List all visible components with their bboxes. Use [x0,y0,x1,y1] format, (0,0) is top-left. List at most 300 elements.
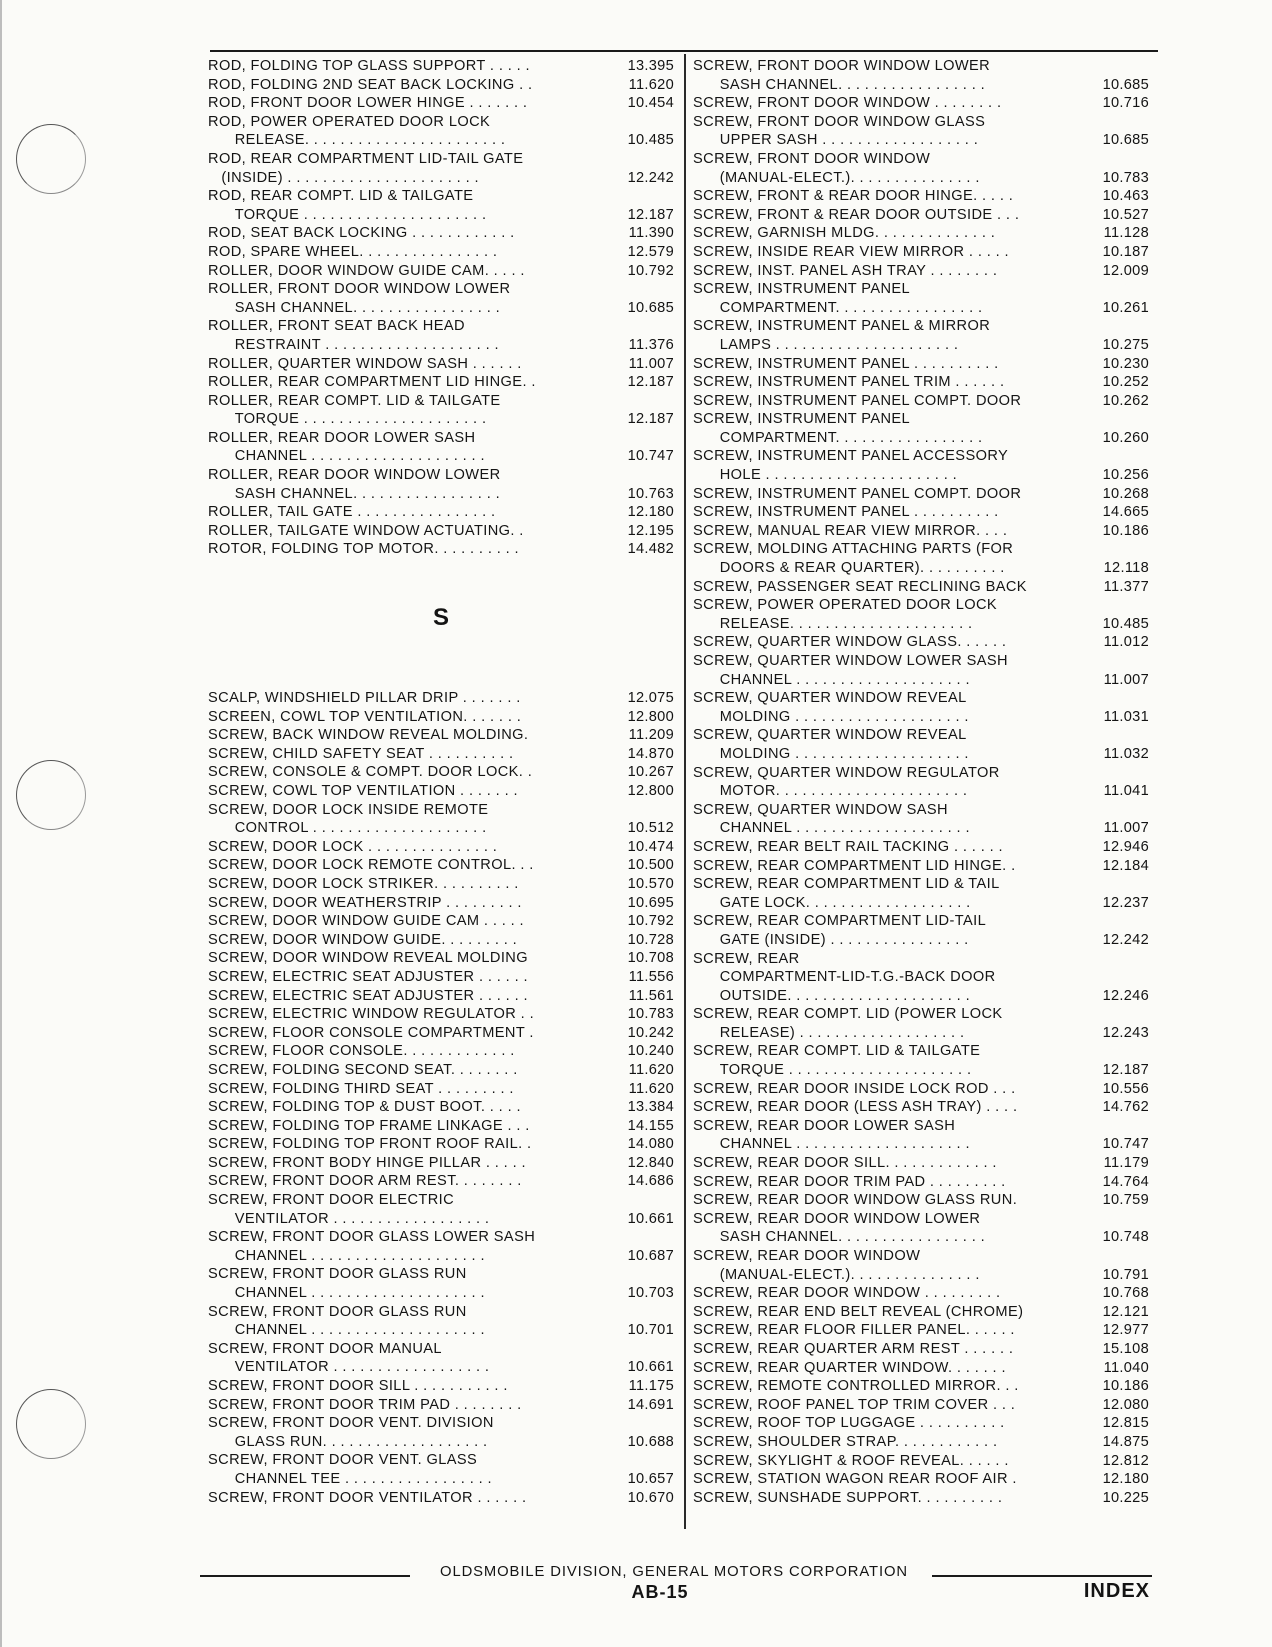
index-entry [208,94,674,113]
entry-text: SCREW, REAR FLOOR FILLER PANEL. . . . . . [693,1322,1015,1339]
entry-text: ROLLER, REAR DOOR WINDOW LOWER [208,467,501,484]
entry-text: SCREW, INSTRUMENT PANEL COMPT. DOOR [693,392,1022,409]
entry-text: SCREW, REAR DOOR WINDOW . . . . . . . . . [693,1285,1001,1302]
entry-text: SCREW, REAR COMPARTMENT LID-TAIL [693,913,987,930]
index-entry [208,57,674,76]
entry-text: ROD, POWER OPERATED DOOR LOCK [208,113,491,130]
entry-text: SCREW, QUARTER WINDOW LOWER SASH [693,653,1008,669]
index-entry [693,299,1149,318]
index-entry [693,355,1149,374]
entry-page-ref: 11.209 [628,727,674,744]
entry-text: LAMPS . . . . . . . . . . . . . . . . . . . . . [693,336,959,353]
index-entry [208,1098,674,1117]
index-entry [693,485,1149,504]
index-entry [208,1080,674,1099]
index-entry [208,540,674,559]
entry-page-ref: 12.080 [1102,1396,1149,1413]
index-entry [693,1173,1149,1192]
index-entry [693,410,1149,429]
entry-page-ref: 14.155 [627,1117,674,1134]
index-entry [208,819,674,838]
entry-page-ref: 12.009 [1102,262,1149,279]
index-entry [693,782,1149,801]
entry-text: SCREW, FRONT DOOR MANUAL [208,1340,442,1357]
entry-text: SCREW, DOOR WINDOW GUIDE. . . . . . . . . [208,931,518,948]
index-entry [693,1489,1149,1508]
entry-page-ref: 12.246 [1102,987,1149,1004]
entry-page-ref: 10.688 [627,1433,674,1450]
entry-text: SCREW, INSTRUMENT PANEL . . . . . . . . . . [693,355,999,372]
section-spacer [208,559,674,603]
entry-text: SCREW, INSTRUMENT PANEL [693,281,911,298]
index-entry [693,764,1149,783]
column-divider [684,54,686,1529]
index-entry [208,708,674,727]
index-entry [693,224,1149,243]
footer-rule-right [932,1575,1152,1577]
index-entry [208,206,674,225]
entry-page-ref: 12.121 [1102,1303,1149,1320]
index-entry [693,1154,1149,1173]
index-entry [693,801,1149,820]
entry-text: GLASS RUN. . . . . . . . . . . . . . . . . . . [208,1433,488,1450]
entry-text: SCREW, FLOOR CONSOLE. . . . . . . . . . . . . [208,1043,515,1060]
entry-text: MOLDING . . . . . . . . . . . . . . . . . . . . [693,745,969,762]
entry-page-ref: 14.875 [1102,1433,1149,1450]
entry-page-ref: 12.815 [1102,1415,1149,1432]
entry-page-ref: 14.870 [627,745,674,762]
entry-text: SCREW, REMOTE CONTROLLED MIRROR. . . [693,1378,1019,1395]
index-entry [208,1228,674,1247]
entry-text: SCREW, FRONT DOOR ARM REST. . . . . . . . [208,1173,522,1190]
entry-page-ref: 11.620 [628,1061,674,1078]
entry-page-ref: 15.108 [1102,1340,1149,1357]
entry-text: TORQUE . . . . . . . . . . . . . . . . . . . . . [208,411,487,428]
index-entry [208,987,674,1006]
entry-page-ref: 11.007 [1103,671,1149,688]
entry-page-ref: 10.703 [627,1285,674,1302]
index-entry [693,131,1149,150]
entry-page-ref: 12.812 [1102,1452,1149,1469]
index-entry-list-screw [693,57,1149,1507]
entry-page-ref: 12.242 [627,169,674,186]
index-entry [208,1135,674,1154]
entry-page-ref: 13.384 [627,1099,674,1116]
entry-text: ROLLER, FRONT DOOR WINDOW LOWER [208,281,511,298]
index-entry [208,1284,674,1303]
index-entry [208,689,674,708]
entry-page-ref: 10.701 [627,1322,674,1339]
index-entry [693,1452,1149,1471]
index-entry [693,1340,1149,1359]
entry-text: HOLE . . . . . . . . . . . . . . . . . . . . . . [693,467,958,484]
entry-text: CHANNEL . . . . . . . . . . . . . . . . . . . . [693,671,970,688]
index-entry [208,1191,674,1210]
entry-text: SCREW, ELECTRIC SEAT ADJUSTER . . . . . . [208,968,528,985]
entry-page-ref: 11.128 [1103,225,1149,242]
entry-text: SCREW, REAR DOOR LOWER SASH [693,1117,956,1134]
entry-page-ref: 10.661 [627,1210,674,1227]
entry-page-ref: 10.267 [627,764,674,781]
index-entry [208,1117,674,1136]
index-entry [208,949,674,968]
entry-text: SCREW, REAR COMPARTMENT LID & TAIL [693,876,1000,893]
entry-page-ref: 10.763 [627,485,674,502]
entry-text: SCREW, REAR DOOR INSIDE LOCK ROD . . . [693,1080,1016,1097]
entry-page-ref: 11.377 [1103,578,1149,595]
entry-text: CHANNEL . . . . . . . . . . . . . . . . . . . . [208,448,485,465]
entry-page-ref: 10.463 [1102,188,1149,205]
entry-text: SCREW, DOOR LOCK STRIKER. . . . . . . . . . [208,875,519,892]
index-entry [693,1117,1149,1136]
entry-text: ROD, FOLDING 2ND SEAT BACK LOCKING . . [208,76,533,93]
entry-page-ref: 10.512 [627,820,674,837]
entry-text: VENTILATOR . . . . . . . . . . . . . . . . . . [208,1210,490,1227]
index-entry-list-s [208,689,674,1507]
entry-page-ref: 14.482 [627,541,674,558]
entry-page-ref: 10.791 [1102,1266,1149,1283]
binder-hole-top [16,124,86,194]
entry-text: RELEASE. . . . . . . . . . . . . . . . . . . . . . . [208,132,506,149]
index-entry [693,559,1149,578]
entry-page-ref: 12.977 [1102,1322,1149,1339]
entry-text: ROTOR, FOLDING TOP MOTOR. . . . . . . . . . [208,541,520,558]
entry-text: SCREW, INSTRUMENT PANEL COMPT. DOOR [693,485,1022,502]
index-entry [693,1377,1149,1396]
page-edge [0,0,2,1647]
index-entry [208,1265,674,1284]
entry-text: SCREW, REAR [693,950,800,967]
entry-text: SCREW, FRONT DOOR GLASS RUN [208,1266,467,1283]
index-entry [693,94,1149,113]
entry-page-ref: 11.620 [628,76,674,93]
index-entry [693,894,1149,913]
entry-text: SCREW, DOOR WINDOW REVEAL MOLDING [208,950,528,967]
entry-text: SCREW, REAR BELT RAIL TACKING . . . . . . [693,838,1003,855]
index-entry [693,578,1149,597]
index-entry [208,1396,674,1415]
index-entry [208,355,674,374]
entry-page-ref: 10.695 [627,894,674,911]
entry-text: CHANNEL . . . . . . . . . . . . . . . . . . . . [693,820,970,837]
index-entry [693,1321,1149,1340]
index-entry [208,726,674,745]
entry-page-ref: 10.260 [1102,429,1149,446]
index-entry [693,1135,1149,1154]
index-entry [208,856,674,875]
index-entry [693,1359,1149,1378]
entry-text: CHANNEL . . . . . . . . . . . . . . . . . . . . [208,1285,485,1302]
entry-text: RELEASE) . . . . . . . . . . . . . . . . . . . [693,1024,965,1041]
entry-page-ref: 11.620 [628,1080,674,1097]
entry-text: SCREW, INSTRUMENT PANEL [693,411,911,428]
entry-text: SCREW, QUARTER WINDOW GLASS. . . . . . [693,634,1007,651]
entry-text: SCREW, CHILD SAFETY SEAT . . . . . . . . . . [208,745,514,762]
index-entry [693,857,1149,876]
entry-text: (INSIDE) . . . . . . . . . . . . . . . . . . . . . . [208,169,479,186]
index-entry-list-r [208,57,674,559]
entry-text: RESTRAINT . . . . . . . . . . . . . . . . . . . . [208,336,499,353]
entry-text: UPPER SASH . . . . . . . . . . . . . . . . . . [693,132,979,149]
entry-text: SCREW, DOOR LOCK REMOTE CONTROL. . . [208,857,534,874]
entry-page-ref: 10.527 [1102,206,1149,223]
entry-text: SCREW, FRONT DOOR WINDOW LOWER [693,58,991,74]
entry-text: SCREW, DOOR LOCK INSIDE REMOTE [208,801,489,818]
entry-text: TORQUE . . . . . . . . . . . . . . . . . . . . . [208,206,487,223]
index-entry [693,987,1149,1006]
entry-text: SCREW, INST. PANEL ASH TRAY . . . . . . . . [693,262,998,279]
index-entry [208,782,674,801]
binder-hole-middle [16,760,86,830]
entry-text: COMPARTMENT. . . . . . . . . . . . . . . . . [693,429,983,446]
index-entry [693,540,1149,559]
entry-page-ref: 10.792 [627,262,674,279]
entry-page-ref: 10.187 [1102,243,1149,260]
index-column-left [208,57,674,1507]
entry-text: SCREW, FRONT & REAR DOOR OUTSIDE . . . [693,206,1020,223]
entry-text: SCREW, ELECTRIC WINDOW REGULATOR . . [208,1006,535,1023]
entry-page-ref: 11.040 [1103,1359,1149,1376]
entry-text: ROLLER, QUARTER WINDOW SASH . . . . . . [208,355,522,372]
entry-page-ref: 10.261 [1102,299,1149,316]
entry-page-ref: 12.800 [627,708,674,725]
entry-page-ref: 12.180 [627,504,674,521]
index-entry [693,968,1149,987]
entry-text: GATE (INSIDE) . . . . . . . . . . . . . . . . [693,931,969,948]
index-entry [693,169,1149,188]
entry-page-ref: 14.686 [627,1173,674,1190]
index-entry [208,262,674,281]
entry-page-ref: 10.747 [1102,1136,1149,1153]
entry-text: SCREW, FOLDING TOP & DUST BOOT. . . . . [208,1099,521,1116]
entry-page-ref: 10.186 [1102,522,1149,539]
index-entry [693,1005,1149,1024]
entry-page-ref: 10.657 [627,1470,674,1487]
index-entry [208,1303,674,1322]
entry-text: ROLLER, REAR COMPARTMENT LID HINGE. . [208,374,536,391]
index-entry [208,1377,674,1396]
entry-text: SCREW, FRONT DOOR GLASS LOWER SASH [208,1229,536,1246]
index-entry [208,466,674,485]
publisher-footer: OLDSMOBILE DIVISION, GENERAL MOTORS CORPORATION [440,1564,908,1580]
entry-text: SCREW, FRONT & REAR DOOR HINGE. . . . . [693,188,1014,205]
index-entry [208,1154,674,1173]
entry-text: ROLLER, TAILGATE WINDOW ACTUATING. . [208,522,524,539]
index-entry [693,206,1149,225]
entry-page-ref: 10.747 [627,448,674,465]
index-entry [693,1080,1149,1099]
entry-text: SCREW, FRONT DOOR GLASS RUN [208,1303,467,1320]
index-entry [693,150,1149,169]
index-entry [208,317,674,336]
entry-text: SCREW, SUNSHADE SUPPORT. . . . . . . . . . [693,1489,1003,1506]
entry-page-ref: 10.252 [1102,374,1149,391]
entry-text: SCREW, REAR DOOR TRIM PAD . . . . . . . . . [693,1173,1006,1190]
entry-text: SCREW, FRONT DOOR WINDOW . . . . . . . . [693,95,1002,112]
entry-text: SCREW, QUARTER WINDOW REGULATOR [693,764,1000,781]
index-entry [208,224,674,243]
index-entry [693,373,1149,392]
entry-text: SCREW, REAR COMPT. LID (POWER LOCK [693,1006,1003,1023]
index-entry [208,1061,674,1080]
entry-page-ref: 12.237 [1102,894,1149,911]
entry-page-ref: 11.032 [1103,745,1149,762]
index-entry [208,1172,674,1191]
entry-page-ref: 11.031 [1103,708,1149,725]
index-entry [693,1061,1149,1080]
entry-text: ROD, SEAT BACK LOCKING . . . . . . . . . . . . [208,225,515,242]
section-label: INDEX [1083,1580,1150,1602]
index-entry [693,708,1149,727]
entry-page-ref: 12.184 [1102,857,1149,874]
entry-text: SCREW, REAR END BELT REVEAL (CHROME) [693,1303,1024,1320]
entry-page-ref: 10.685 [1102,76,1149,93]
entry-page-ref: 10.275 [1102,336,1149,353]
entry-text: SCREW, MOLDING ATTACHING PARTS (FOR [693,541,1014,558]
index-entry [208,1358,674,1377]
entry-text: MOTOR. . . . . . . . . . . . . . . . . . . . . . [693,783,968,800]
entry-text: SCREW, GARNISH MLDG. . . . . . . . . . . . . . [693,225,996,242]
index-entry [693,503,1149,522]
entry-text: SCREW, CONSOLE & COMPT. DOOR LOCK. . [208,764,533,781]
index-entry [693,76,1149,95]
entry-text: ROD, FOLDING TOP GLASS SUPPORT . . . . . [208,58,531,74]
page-number: AB-15 [631,1582,689,1602]
index-entry [208,1489,674,1508]
entry-text: SCREW, DOOR LOCK . . . . . . . . . . . . . . . [208,838,498,855]
entry-page-ref: 10.474 [627,838,674,855]
index-entry [208,894,674,913]
index-entry [693,1303,1149,1322]
entry-text: SCREW, FRONT DOOR TRIM PAD . . . . . . . . [208,1396,522,1413]
index-entry [693,1284,1149,1303]
index-entry [693,950,1149,969]
entry-text: (MANUAL-ELECT.). . . . . . . . . . . . . . . [693,1266,980,1283]
index-entry [208,763,674,782]
entry-text: SCREW, INSTRUMENT PANEL ACCESSORY [693,448,1009,465]
entry-page-ref: 12.800 [627,783,674,799]
index-entry [208,1414,674,1433]
entry-text: SCREW, FOLDING TOP FRAME LINKAGE . . . [208,1117,530,1134]
index-entry [208,1024,674,1043]
index-entry [208,1247,674,1266]
binder-hole-bottom [16,1389,86,1459]
index-entry [693,429,1149,448]
index-entry [693,317,1149,336]
entry-page-ref: 12.187 [627,411,674,428]
entry-text: SASH CHANNEL. . . . . . . . . . . . . . . . . [208,299,501,316]
entry-page-ref: 10.570 [627,875,674,892]
index-entry [208,1433,674,1452]
index-entry [693,1024,1149,1043]
index-entry [693,1228,1149,1247]
index-entry [693,633,1149,652]
entry-text: CHANNEL TEE . . . . . . . . . . . . . . . . . [208,1470,492,1487]
index-entry [693,280,1149,299]
entry-text: SCREW, ROOF PANEL TOP TRIM COVER . . . [693,1396,1016,1413]
entry-page-ref: 10.759 [1102,1192,1149,1209]
entry-text: SCREW, INSTRUMENT PANEL . . . . . . . . . . [693,504,999,521]
index-entry [208,968,674,987]
index-entry [693,596,1149,615]
entry-text: ROD, SPARE WHEEL. . . . . . . . . . . . . . . . [208,243,498,260]
index-entry [693,745,1149,764]
entry-text: SCREW, REAR DOOR WINDOW GLASS RUN. [693,1192,1018,1209]
entry-text: TORQUE . . . . . . . . . . . . . . . . . . . . . [693,1062,972,1079]
entry-text: SCREW, MANUAL REAR VIEW MIRROR. . . . [693,522,1008,539]
entry-text: SCREW, FRONT DOOR WINDOW GLASS [693,113,986,130]
index-entry [208,280,674,299]
index-entry [693,1396,1149,1415]
entry-text: SCREW, INSTRUMENT PANEL TRIM . . . . . . [693,374,1005,391]
index-entry [208,1470,674,1489]
index-entry [693,57,1149,76]
entry-text: SCREW, SHOULDER STRAP. . . . . . . . . . . . [693,1433,998,1450]
entry-text: SCREW, REAR COMPARTMENT LID HINGE. . [693,857,1016,874]
entry-text: SCREW, FOLDING TOP FRONT ROOF RAIL. . [208,1136,532,1153]
entry-text: SCREW, FRONT BODY HINGE PILLAR . . . . . [208,1154,526,1171]
index-entry [693,1414,1149,1433]
entry-page-ref: 13.395 [627,58,674,74]
entry-page-ref: 10.661 [627,1359,674,1376]
entry-page-ref: 12.242 [1102,931,1149,948]
entry-page-ref: 11.012 [1103,634,1149,651]
index-entry [208,336,674,355]
entry-text: ROLLER, REAR DOOR LOWER SASH [208,429,476,446]
entry-text: SCREW, DOOR WINDOW GUIDE CAM . . . . . [208,913,524,930]
entry-text: SCREW, REAR COMPT. LID & TAILGATE [693,1043,981,1060]
entry-text: SCREW, POWER OPERATED DOOR LOCK [693,597,998,614]
entry-text: SCREW, DOOR WEATHERSTRIP . . . . . . . . . [208,894,522,911]
entry-text: SASH CHANNEL. . . . . . . . . . . . . . . . . [693,76,986,93]
index-entry [693,466,1149,485]
index-entry [208,875,674,894]
entry-text: VENTILATOR . . . . . . . . . . . . . . . . . . [208,1359,490,1376]
entry-page-ref: 10.230 [1102,355,1149,372]
entry-text: (MANUAL-ELECT.). . . . . . . . . . . . . . . [693,169,980,186]
section-letter-heading: S [432,604,449,632]
entry-text: ROLLER, DOOR WINDOW GUIDE CAM. . . . . [208,262,525,279]
entry-page-ref: 10.500 [627,857,674,874]
entry-page-ref: 14.691 [627,1396,674,1413]
index-entry [208,485,674,504]
entry-text: SCREW, FOLDING THIRD SEAT . . . . . . . . . [208,1080,514,1097]
entry-page-ref: 10.186 [1102,1378,1149,1395]
entry-page-ref: 10.716 [1102,95,1149,112]
entry-text: DOORS & REAR QUARTER). . . . . . . . . . [693,560,1005,577]
index-entry [208,801,674,820]
index-entry [693,726,1149,745]
entry-text: ROD, REAR COMPT. LID & TAILGATE [208,188,474,205]
entry-text: ROD, FRONT DOOR LOWER HINGE . . . . . . . [208,95,528,112]
index-entry [208,373,674,392]
index-entry [693,1247,1149,1266]
entry-text: SCREW, FRONT DOOR VENT. DIVISION [208,1415,494,1432]
index-entry [693,689,1149,708]
index-entry [693,1098,1149,1117]
index-entry [208,429,674,448]
top-rule [210,50,1158,52]
entry-page-ref: 14.764 [1102,1173,1149,1190]
entry-text: MOLDING . . . . . . . . . . . . . . . . . . . . [693,708,969,725]
entry-text: SCREW, FOLDING SECOND SEAT. . . . . . . . [208,1061,518,1078]
entry-text: COMPARTMENT. . . . . . . . . . . . . . . . . [693,299,983,316]
entry-page-ref: 12.187 [627,374,674,391]
entry-text: SCREW, COWL TOP VENTILATION . . . . . . . [208,783,518,799]
entry-page-ref: 10.670 [627,1489,674,1506]
entry-page-ref: 12.840 [627,1154,674,1171]
entry-page-ref: 12.187 [1102,1062,1149,1079]
